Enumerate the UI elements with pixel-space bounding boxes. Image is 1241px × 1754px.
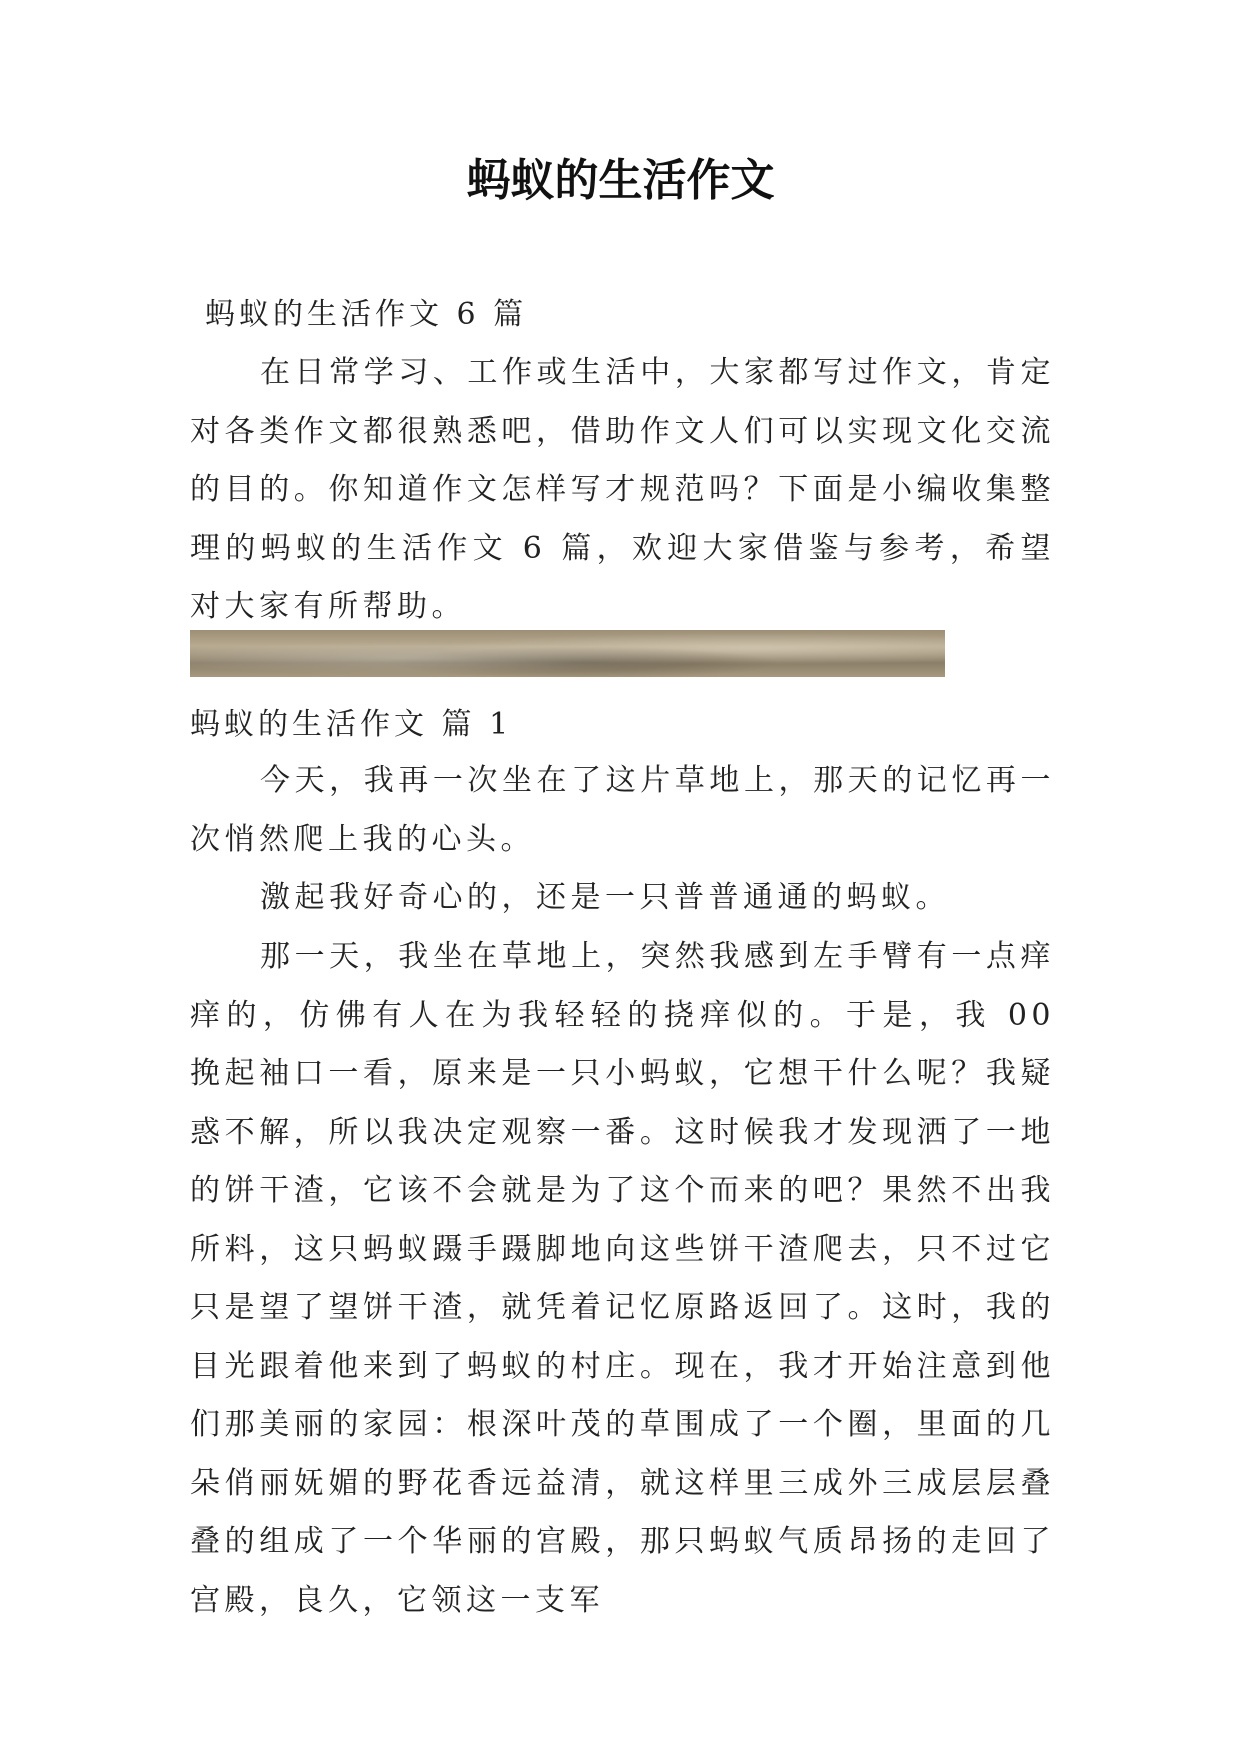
document-title: 蚂蚁的生活作文 [466, 155, 775, 206]
intro-paragraph: 在日常学习、工作或生活中，大家都写过作文，肯定对各类作文都很熟悉吧，借助作文人们可以实现文化交流的目的。你知道作文怎样写才规范吗？下面是小编收集整理的蚂蚁的生活作文 6 篇，欢迎大家借鉴与参考，希望对大家有所帮助。 [190, 355, 1055, 624]
document-subtitle: 蚂蚁的生活作文 6 篇 [205, 297, 528, 332]
body-paragraph: 今天，我再一次坐在了这片草地上，那天的记忆再一次悄然爬上我的心头。 [190, 763, 1055, 857]
photo-image [190, 630, 945, 677]
section-heading: 蚂蚁的生活作文 篇 1 [190, 707, 513, 742]
body-paragraph: 激起我好奇心的，还是一只普普通通的蚂蚁。 [260, 880, 950, 915]
body-paragraph: 那一天，我坐在草地上，突然我感到左手臂有一点痒痒的，仿佛有人在为我轻轻的挠痒似的。于是，我 00 挽起袖口一看，原来是一只小蚂蚁，它想干什么呢？我疑惑不解，所以我决定观察一番。这时候我才发现洒了一地的饼干渣，它该不会就是为了这个而来的吧？果然不出我所料，这只蚂蚁蹑手蹑脚地向这些饼干渣爬去，只不过它只是望了望饼干渣，就凭着记忆原路返回了。这时，我的目光跟着他来到了蚂蚁的村庄。现在，我才开始注意到他们那美丽的家园：根深叶茂的草围成了一个圈，里面的几朵俏丽妩媚的野花香远益清，就这样里三成外三成层层叠叠的组成了一个华丽的宫殿，那只蚂蚁气质昂扬的走回了宫殿，良久，它领这一支军 [190, 939, 1055, 1618]
